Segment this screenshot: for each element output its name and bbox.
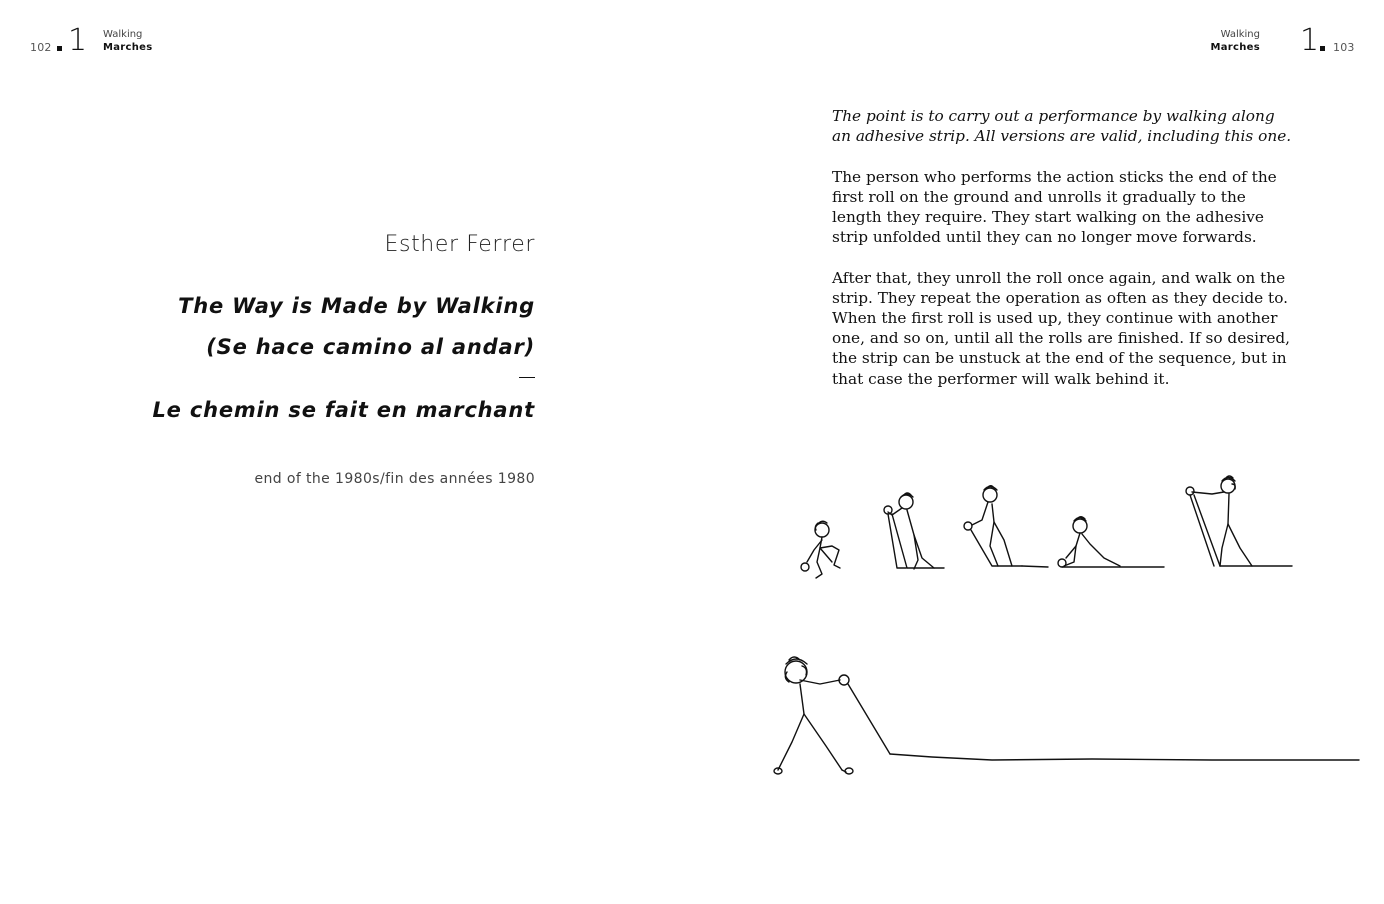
work-title-es: (Se hace camino al andar) [206,335,535,359]
title-block [75,230,535,489]
chapter-number: 1 [1300,23,1320,58]
work-title-en: The Way is Made by Walking [178,294,535,318]
bending-figure-icon [884,493,944,569]
intro-paragraph: The point is to carry out a performance by walking along an adhesive strip. All versions are valid, including this one. [832,107,1292,146]
right-page [692,0,1384,904]
figure-sequence-drawing [692,470,1384,595]
body-text [832,106,1292,409]
author-name: Esther Ferrer [384,232,535,257]
walking-figure-icon [774,657,1359,774]
kneeling-figure-icon [964,486,1048,567]
work-title-fr: Le chemin se fait en marchant [152,398,535,422]
title-separator [75,368,535,390]
work-date: end of the 1980s/fin des années 1980 [254,471,535,487]
standing-figure-icon [1186,476,1292,566]
crawling-figure-icon [1058,517,1164,567]
section-title-fr: Marches [103,42,153,53]
section-title-fr: Marches [1210,42,1260,53]
crouching-figure-icon [801,521,840,578]
section-title-en: Walking [1220,29,1260,40]
right-page-number: 103 [1333,41,1355,54]
left-running-header [30,23,230,58]
right-running-header [1172,23,1372,58]
body-paragraph: The person who performs the action sticks the end of the first roll on the ground and unrolls it gradually to the length they require. They start walking on the adhesive strip unfolded until they can no longer move forwards. [832,167,1277,247]
section-title-en: Walking [103,29,143,40]
walking-figure-drawing [692,650,1384,785]
square-marker-icon [57,46,62,51]
left-page-number: 102 [30,41,52,54]
square-marker-icon [1320,46,1325,51]
body-paragraph: After that, they unroll the roll once again, and walk on the strip. They repeat the operation as often as they decide to. When the first roll is used up, they continue with another one, and so on, until all the rolls are finished. If so desired, the strip can be unstuck at the end of the sequence, but in that case the performer will walk behind it. [832,268,1291,388]
chapter-number: 1 [68,23,88,58]
